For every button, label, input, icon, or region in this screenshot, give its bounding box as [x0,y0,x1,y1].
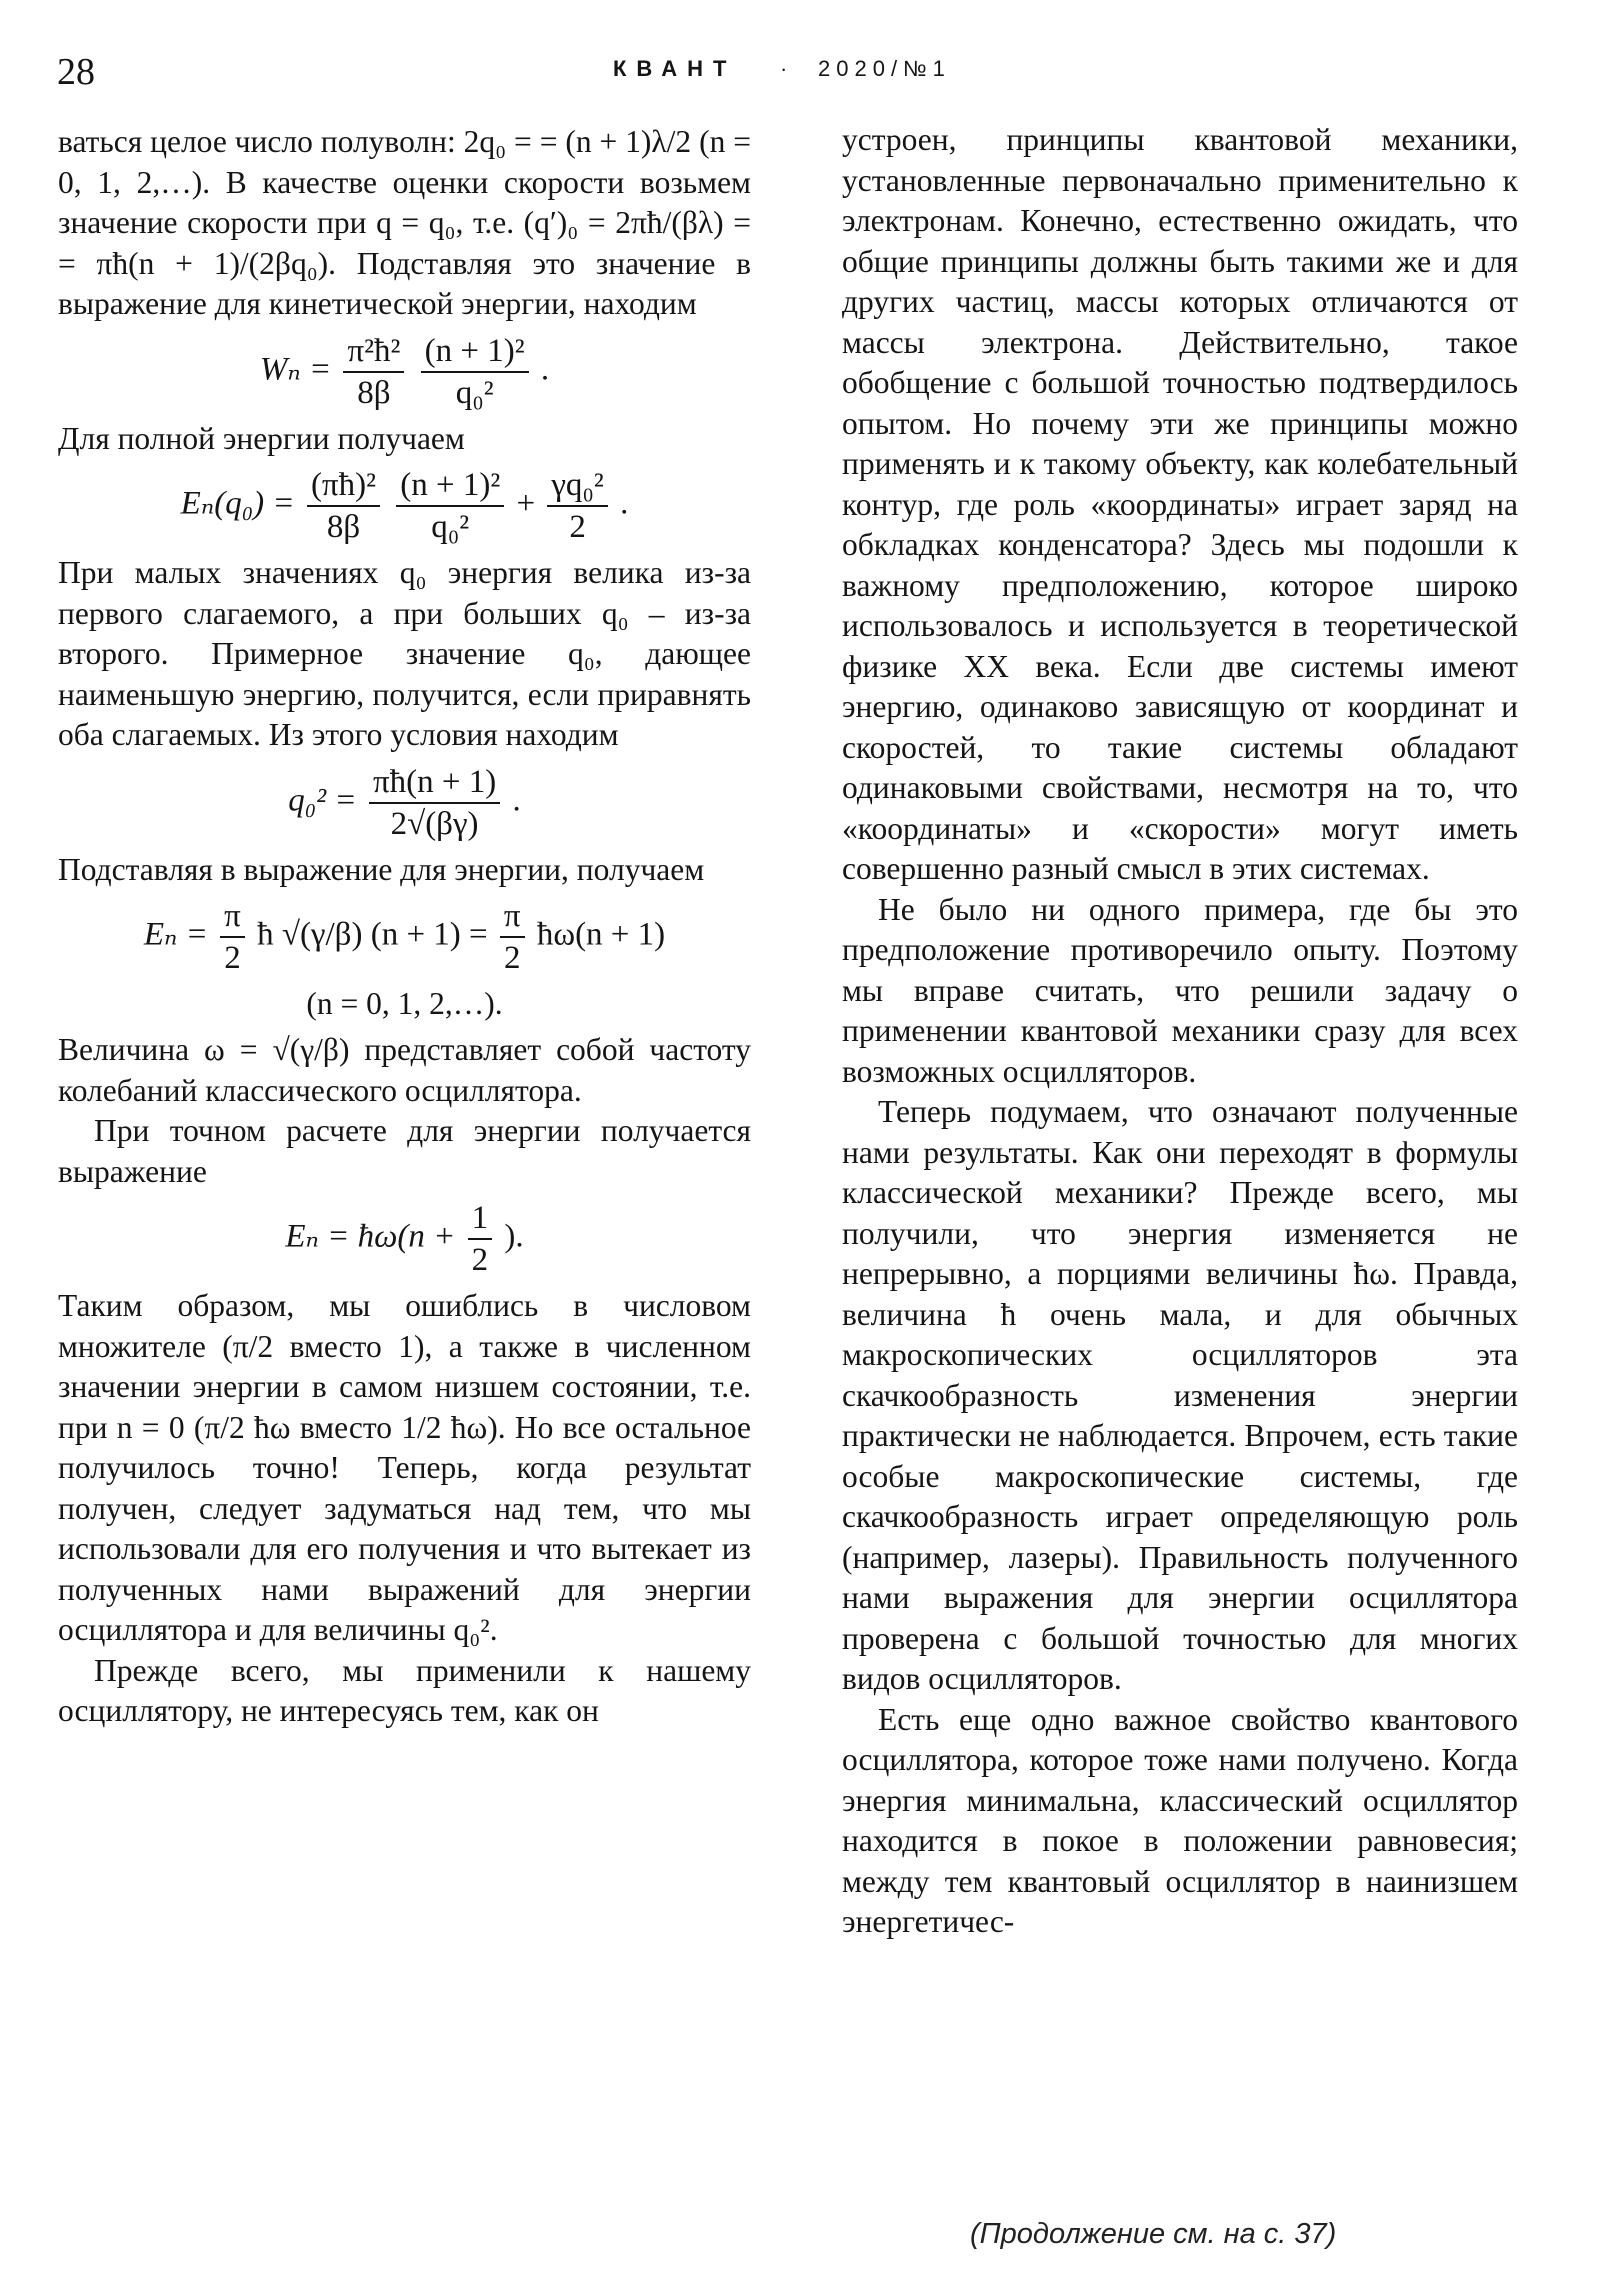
formula-kinetic-energy: Wₙ = $\frac{\text{π²ħ²}}{8\beta}$ $\frac{\text{(n + 1)²}}{\text{q₀²}}$ . [259,332,550,411]
paragraph: Есть еще одно важное свойство квантового осциллятора, которое тоже нами получено. Когда энергия минимальна, классический осциллятор находится в покое в положении равновесия; между тем квантовый осциллятор в наинизшем энергетичес- [842,1701,1518,1939]
paragraph: Подставляя в выражение для энергии, получаем [58,851,705,887]
continued-note: (Продолжение см. на с. 37) [970,2218,1337,2250]
formula-total-energy: Eₙ(q₀) = $\frac{\text{(πħ)²}}{8\beta}$ $\frac{\text{(n + 1)²}}{\text{q₀²}}$ + $\frac{\text{γq₀²}}{2}$ . [180,467,629,545]
header-separator: · [780,56,788,81]
paragraph: При точном расчете для энергии получается выражение [58,1113,751,1189]
page-number: 28 [57,51,95,93]
paragraph: Величина ω = √(γ/β) представляет собой частоту колебаний классического осциллятора. [58,1032,751,1108]
formula-exact-energy: Eₙ = ħω(n + $\frac{1}{2}$ ). [285,1200,524,1278]
formula-range: (n = 0, 1, 2,…). [306,986,503,1021]
issue-number: 2020/№1 [818,56,951,81]
paragraph: При малых значениях q₀ энергия велика из-за первого слагаемого, а при больших q₀ – из-за второго. Примерное значение q₀, дающее наименьшую энергию, получится, если приравнять оба слагаемых. Из этого условия находим [58,555,751,752]
paragraph: устроен, принципы квантовой механики, установленные первоначально применительно к электронам. Конечно, естественно ожидать, что общие принципы должны быть такими же и для других частиц, массы которых отличаются от массы электрона. Действительно, такое обобщение с большой точностью подтвердилось опытом. Но почему эти же принципы можно применять и к такому объекту, как колебательный контур, где роль «координаты» играет заряд на обкладках конденсатора? Здесь мы подошли к важному предположению, которое широко использовалось и используется в теоретической физике XX века. Если две системы имеют энергию, одинаково зависящую от координат и скоростей, то такие системы обладают одинаковыми свойствами, несмотря на то, что «координаты» и «скорости» могут иметь совершенно разный смысл в этих системах. [842,122,1518,886]
paragraph: Для полной энергии получаем [58,420,465,456]
paragraph: Таким образом, мы ошиблись в числовом множителе (π/2 вместо 1), а также в численном значении энергии в самом низшем состоянии, т.е. при n = 0 (π/2 ħω вместо 1/2 ħω). Но все остальное получилось точно! Теперь, когда результат получен, следует задуматься над тем, что мы использовали для его получения и что вытекает из полученных нами выражений для энергии осциллятора и для величины q₀². [58,1288,751,1647]
paragraph: Не было ни одного примера, где бы это предположение противоречило опыту. Поэтому мы вправе считать, что решили задачу о применении квантовой механики сразу для всех возможных осцилляторов. [842,891,1518,1089]
paragraph: Теперь подумаем, что означают полученные нами результаты. Как они переходят в формулы классической механики? Прежде всего, мы получили, что энергия изменяется не непрерывно, а порциями величины ħω. Правда, величина ħ очень мала, и для обычных макроскопических осцилляторов эта скачкообразность изменения энергии практически не наблюдается. Впрочем, есть такие особые макроскопические системы, где скачкообразность играет определяющую роль (например, лазеры). Правильность полученного нами выражения для энергии осциллятора проверена с большой точностью для многих видов осцилляторов. [842,1094,1518,1696]
journal-title: КВАНТ [613,56,737,81]
formula-energy-levels: Eₙ = $\frac{\pi}{2}$ ħ √(γ/β) (n + 1) = $\frac{\pi}{2}$ ħω(n + 1) [143,898,666,976]
paragraph: Прежде всего, мы применили к нашему осциллятору, не интересуясь тем, как он [58,1652,751,1728]
right-column [842,120,1518,1943]
paragraph: ваться целое число полуволн: 2q₀ = = (n + 1)λ/2 (n = 0, 1, 2,…). В качестве оценки скорости возьмем значение скорости при q = q₀, т.е. (q′)₀ = 2πħ/(βλ) = = πħ(n + 1)/(2βq₀). Подставляя это значение в выражение для кинетической энергии, находим [58,124,751,321]
left-column [58,122,751,1732]
formula-q0-squared: q₀² = $\frac{\pi ħ(n + 1)}{2√(\beta\gamma)}$ . [288,763,521,842]
